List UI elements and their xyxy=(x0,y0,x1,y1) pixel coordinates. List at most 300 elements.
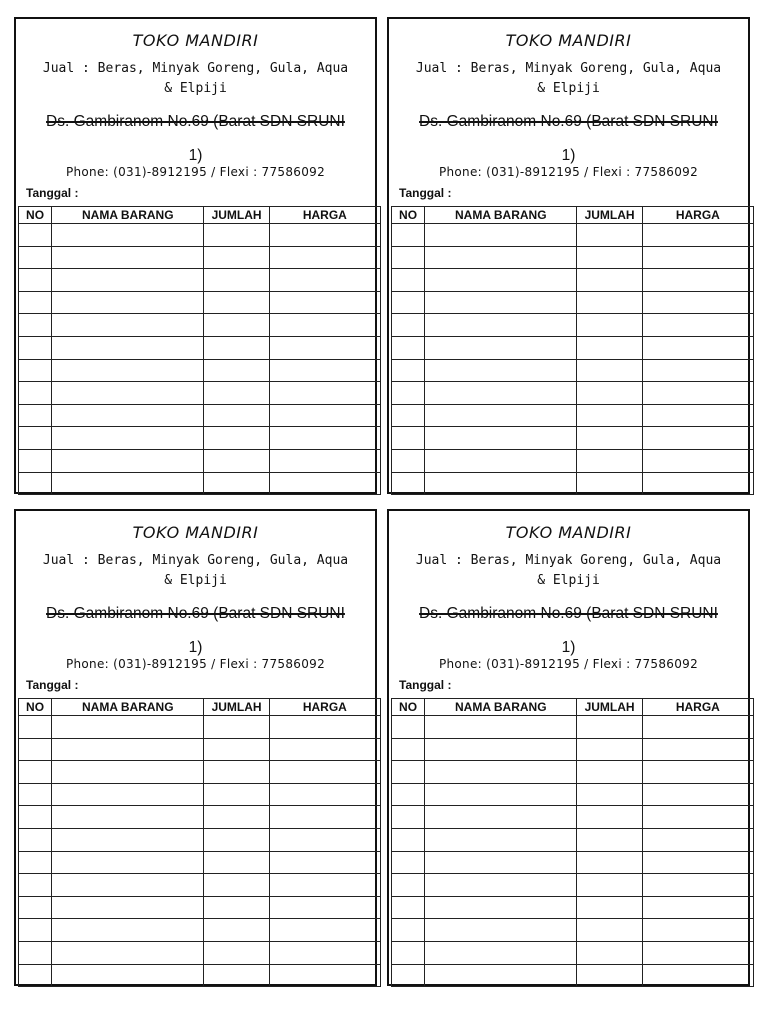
shop-address xyxy=(16,105,375,173)
cell-item-name xyxy=(52,738,204,761)
cell-no xyxy=(392,449,425,472)
column-header-item-name: NAMA BARANG xyxy=(425,207,577,224)
table-row xyxy=(392,919,754,942)
cell-item-name xyxy=(425,427,577,450)
cell-no xyxy=(392,919,425,942)
shop-address-suffix: 1) xyxy=(561,147,576,164)
table-row xyxy=(19,336,381,359)
cell-quantity xyxy=(577,404,642,427)
shop-address xyxy=(16,597,375,665)
cell-price xyxy=(642,291,753,314)
cell-no xyxy=(19,314,52,337)
cell-price xyxy=(269,783,380,806)
cell-no xyxy=(19,964,52,987)
cell-item-name xyxy=(425,716,577,739)
cell-price xyxy=(642,427,753,450)
table-row xyxy=(392,874,754,897)
cell-item-name xyxy=(425,896,577,919)
cell-no xyxy=(19,224,52,247)
column-header-quantity: JUMLAH xyxy=(204,207,269,224)
cell-no xyxy=(19,382,52,405)
table-row xyxy=(392,761,754,784)
date-label: Tanggal : xyxy=(399,186,452,200)
cell-quantity xyxy=(204,224,269,247)
shop-name: TOKO MANDIRI xyxy=(132,31,259,50)
column-header-item-name: NAMA BARANG xyxy=(52,207,204,224)
shop-address-strikethrough: Ds. Gambiranom No.69 (Barat SDN SRUNI xyxy=(419,113,718,130)
cell-no xyxy=(19,828,52,851)
shop-phone: Phone: (031)-8912195 / Flexi : 77586092 xyxy=(438,165,699,179)
cell-item-name xyxy=(52,359,204,382)
column-header-no: NO xyxy=(392,699,425,716)
table-row xyxy=(19,964,381,987)
cell-no xyxy=(19,246,52,269)
cell-no xyxy=(392,941,425,964)
table-row xyxy=(19,314,381,337)
table-row xyxy=(392,314,754,337)
receipt-card-top-left xyxy=(14,17,377,494)
cell-price xyxy=(642,761,753,784)
shop-address-suffix: 1) xyxy=(561,639,576,656)
cell-price xyxy=(642,783,753,806)
table-row xyxy=(19,246,381,269)
cell-price xyxy=(269,449,380,472)
cell-no xyxy=(19,806,52,829)
cell-price xyxy=(269,427,380,450)
cell-item-name xyxy=(52,269,204,292)
cell-no xyxy=(392,738,425,761)
table-row xyxy=(392,738,754,761)
cell-price xyxy=(269,851,380,874)
cell-no xyxy=(19,851,52,874)
cell-no xyxy=(19,941,52,964)
cell-no xyxy=(392,336,425,359)
cell-quantity xyxy=(204,314,269,337)
cell-no xyxy=(19,449,52,472)
cell-no xyxy=(392,472,425,495)
cell-quantity xyxy=(204,382,269,405)
cell-price xyxy=(642,874,753,897)
shop-name: TOKO MANDIRI xyxy=(505,31,632,50)
table-row xyxy=(392,382,754,405)
cell-quantity xyxy=(204,269,269,292)
cell-item-name xyxy=(425,874,577,897)
cell-item-name xyxy=(52,716,204,739)
table-row xyxy=(392,896,754,919)
cell-item-name xyxy=(52,896,204,919)
cell-price xyxy=(269,761,380,784)
cell-item-name xyxy=(52,404,204,427)
cell-quantity xyxy=(204,738,269,761)
cell-quantity xyxy=(204,404,269,427)
cell-item-name xyxy=(425,291,577,314)
cell-price xyxy=(269,382,380,405)
cell-price xyxy=(642,919,753,942)
cell-quantity xyxy=(204,941,269,964)
cell-price xyxy=(642,382,753,405)
cell-price xyxy=(269,314,380,337)
cell-no xyxy=(19,716,52,739)
cell-item-name xyxy=(52,449,204,472)
cell-quantity xyxy=(204,359,269,382)
cell-price xyxy=(642,896,753,919)
cell-item-name xyxy=(52,783,204,806)
cell-quantity xyxy=(204,783,269,806)
cell-price xyxy=(642,828,753,851)
cell-quantity xyxy=(204,472,269,495)
table-row xyxy=(392,246,754,269)
cell-price xyxy=(269,716,380,739)
cell-item-name xyxy=(52,964,204,987)
shop-products: Jual : Beras, Minyak Goreng, Gula, Aqua & Elpiji xyxy=(42,61,349,96)
cell-price xyxy=(642,716,753,739)
table-row xyxy=(392,404,754,427)
table-row xyxy=(392,828,754,851)
cell-price xyxy=(269,472,380,495)
cell-quantity xyxy=(577,874,642,897)
table-row xyxy=(392,806,754,829)
table-row xyxy=(19,291,381,314)
cell-price xyxy=(269,941,380,964)
column-header-item-name: NAMA BARANG xyxy=(425,699,577,716)
cell-item-name xyxy=(425,472,577,495)
cell-price xyxy=(269,359,380,382)
shop-address-suffix: 1) xyxy=(188,639,203,656)
cell-item-name xyxy=(52,427,204,450)
cell-quantity xyxy=(204,761,269,784)
cell-item-name xyxy=(52,472,204,495)
cell-item-name xyxy=(425,404,577,427)
cell-item-name xyxy=(425,738,577,761)
cell-no xyxy=(392,964,425,987)
table-row xyxy=(19,828,381,851)
table-row xyxy=(19,404,381,427)
cell-item-name xyxy=(425,336,577,359)
cell-quantity xyxy=(204,896,269,919)
cell-price xyxy=(642,269,753,292)
table-row xyxy=(392,851,754,874)
cell-item-name xyxy=(425,851,577,874)
table-row xyxy=(19,806,381,829)
cell-price xyxy=(642,851,753,874)
cell-quantity xyxy=(577,336,642,359)
cell-item-name xyxy=(425,359,577,382)
shop-address-strikethrough: Ds. Gambiranom No.69 (Barat SDN SRUNI xyxy=(46,605,345,622)
table-header-row xyxy=(19,207,381,224)
table-row xyxy=(19,738,381,761)
cell-no xyxy=(19,291,52,314)
table-row xyxy=(19,919,381,942)
table-row xyxy=(19,359,381,382)
cell-item-name xyxy=(52,761,204,784)
cell-no xyxy=(19,427,52,450)
items-table xyxy=(18,698,381,987)
cell-item-name xyxy=(52,382,204,405)
shop-phone: Phone: (031)-8912195 / Flexi : 77586092 xyxy=(438,657,699,671)
shop-name: TOKO MANDIRI xyxy=(132,523,259,542)
column-header-price: HARGA xyxy=(642,699,753,716)
cell-quantity xyxy=(577,738,642,761)
items-table xyxy=(391,206,754,495)
cell-item-name xyxy=(425,449,577,472)
cell-price xyxy=(269,828,380,851)
cell-item-name xyxy=(425,246,577,269)
shop-phone: Phone: (031)-8912195 / Flexi : 77586092 xyxy=(65,165,326,179)
cell-no xyxy=(19,472,52,495)
table-body xyxy=(392,224,754,495)
cell-no xyxy=(392,783,425,806)
cell-quantity xyxy=(577,291,642,314)
table-row xyxy=(19,427,381,450)
column-header-quantity: JUMLAH xyxy=(204,699,269,716)
cell-quantity xyxy=(204,427,269,450)
cell-no xyxy=(392,896,425,919)
cell-no xyxy=(19,896,52,919)
cell-quantity xyxy=(204,291,269,314)
cell-price xyxy=(642,964,753,987)
cell-quantity xyxy=(577,964,642,987)
cell-no xyxy=(19,783,52,806)
cell-quantity xyxy=(204,716,269,739)
items-table xyxy=(18,206,381,495)
cell-item-name xyxy=(52,336,204,359)
cell-quantity xyxy=(204,919,269,942)
cell-no xyxy=(392,382,425,405)
cell-no xyxy=(392,291,425,314)
cell-price xyxy=(642,738,753,761)
table-row xyxy=(392,716,754,739)
table-header-row xyxy=(19,699,381,716)
cell-item-name xyxy=(425,224,577,247)
table-row xyxy=(19,941,381,964)
cell-quantity xyxy=(577,941,642,964)
table-header-row xyxy=(392,699,754,716)
shop-name: TOKO MANDIRI xyxy=(505,523,632,542)
table-body xyxy=(19,716,381,987)
column-header-quantity: JUMLAH xyxy=(577,207,642,224)
cell-quantity xyxy=(577,919,642,942)
cell-quantity xyxy=(577,783,642,806)
table-row xyxy=(19,472,381,495)
table-body xyxy=(19,224,381,495)
table-row xyxy=(19,269,381,292)
shop-phone: Phone: (031)-8912195 / Flexi : 77586092 xyxy=(65,657,326,671)
cell-no xyxy=(392,269,425,292)
cell-quantity xyxy=(577,806,642,829)
cell-item-name xyxy=(52,874,204,897)
cell-no xyxy=(392,427,425,450)
cell-quantity xyxy=(204,828,269,851)
cell-price xyxy=(642,336,753,359)
cell-quantity xyxy=(577,269,642,292)
cell-no xyxy=(19,359,52,382)
cell-no xyxy=(392,314,425,337)
cell-quantity xyxy=(577,246,642,269)
cell-price xyxy=(269,919,380,942)
cell-item-name xyxy=(425,941,577,964)
date-label: Tanggal : xyxy=(26,186,79,200)
table-row xyxy=(392,359,754,382)
shop-products: Jual : Beras, Minyak Goreng, Gula, Aqua & Elpiji xyxy=(415,61,722,96)
table-row xyxy=(19,874,381,897)
column-header-price: HARGA xyxy=(642,207,753,224)
cell-no xyxy=(19,336,52,359)
shop-products: Jual : Beras, Minyak Goreng, Gula, Aqua & Elpiji xyxy=(415,553,722,588)
date-label: Tanggal : xyxy=(399,678,452,692)
column-header-price: HARGA xyxy=(269,207,380,224)
cell-no xyxy=(19,919,52,942)
column-header-quantity: JUMLAH xyxy=(577,699,642,716)
column-header-item-name: NAMA BARANG xyxy=(52,699,204,716)
cell-price xyxy=(269,964,380,987)
cell-item-name xyxy=(425,919,577,942)
cell-no xyxy=(392,359,425,382)
cell-no xyxy=(392,806,425,829)
items-table xyxy=(391,698,754,987)
column-header-no: NO xyxy=(392,207,425,224)
cell-item-name xyxy=(52,291,204,314)
cell-no xyxy=(19,761,52,784)
table-row xyxy=(392,224,754,247)
cell-no xyxy=(19,404,52,427)
cell-quantity xyxy=(577,314,642,337)
cell-quantity xyxy=(577,449,642,472)
cell-quantity xyxy=(577,896,642,919)
cell-price xyxy=(642,314,753,337)
receipt-card-bottom-left xyxy=(14,509,377,986)
shop-address-suffix: 1) xyxy=(188,147,203,164)
cell-quantity xyxy=(204,964,269,987)
cell-quantity xyxy=(577,472,642,495)
table-row xyxy=(392,427,754,450)
cell-quantity xyxy=(204,851,269,874)
cell-no xyxy=(19,269,52,292)
cell-price xyxy=(269,738,380,761)
table-row xyxy=(19,761,381,784)
cell-price xyxy=(269,224,380,247)
cell-price xyxy=(642,449,753,472)
table-row xyxy=(19,851,381,874)
table-row xyxy=(19,224,381,247)
cell-no xyxy=(19,874,52,897)
column-header-price: HARGA xyxy=(269,699,380,716)
cell-item-name xyxy=(52,941,204,964)
cell-quantity xyxy=(577,427,642,450)
cell-no xyxy=(392,761,425,784)
table-row xyxy=(392,269,754,292)
table-row xyxy=(392,449,754,472)
receipt-card-top-right xyxy=(387,17,750,494)
cell-price xyxy=(269,896,380,919)
cell-price xyxy=(269,806,380,829)
column-header-no: NO xyxy=(19,207,52,224)
cell-no xyxy=(392,716,425,739)
cell-no xyxy=(392,246,425,269)
cell-item-name xyxy=(52,246,204,269)
cell-item-name xyxy=(425,761,577,784)
table-row xyxy=(392,941,754,964)
table-body xyxy=(392,716,754,987)
table-row xyxy=(19,896,381,919)
cell-no xyxy=(392,851,425,874)
shop-address xyxy=(389,105,748,173)
cell-item-name xyxy=(52,224,204,247)
cell-quantity xyxy=(204,246,269,269)
cell-price xyxy=(269,874,380,897)
cell-item-name xyxy=(425,964,577,987)
cell-quantity xyxy=(577,761,642,784)
cell-quantity xyxy=(577,382,642,405)
cell-quantity xyxy=(577,359,642,382)
shop-address xyxy=(389,597,748,665)
table-row xyxy=(19,716,381,739)
date-label: Tanggal : xyxy=(26,678,79,692)
cell-quantity xyxy=(204,874,269,897)
table-row xyxy=(392,783,754,806)
cell-price xyxy=(642,472,753,495)
cell-no xyxy=(19,738,52,761)
table-row xyxy=(392,336,754,359)
cell-price xyxy=(269,246,380,269)
table-row xyxy=(19,783,381,806)
receipt-card-bottom-right xyxy=(387,509,750,986)
cell-price xyxy=(269,404,380,427)
cell-price xyxy=(269,336,380,359)
cell-item-name xyxy=(425,314,577,337)
cell-no xyxy=(392,828,425,851)
cell-price xyxy=(642,941,753,964)
cell-quantity xyxy=(577,851,642,874)
cell-quantity xyxy=(577,716,642,739)
column-header-no: NO xyxy=(19,699,52,716)
cell-quantity xyxy=(204,806,269,829)
shop-address-strikethrough: Ds. Gambiranom No.69 (Barat SDN SRUNI xyxy=(46,113,345,130)
cell-price xyxy=(269,269,380,292)
cell-item-name xyxy=(425,828,577,851)
table-header-row xyxy=(392,207,754,224)
cell-price xyxy=(642,404,753,427)
cell-no xyxy=(392,404,425,427)
cell-item-name xyxy=(52,828,204,851)
shop-products: Jual : Beras, Minyak Goreng, Gula, Aqua & Elpiji xyxy=(42,553,349,588)
cell-item-name xyxy=(425,783,577,806)
cell-price xyxy=(642,806,753,829)
cell-item-name xyxy=(425,806,577,829)
table-row xyxy=(19,449,381,472)
cell-quantity xyxy=(204,449,269,472)
cell-no xyxy=(392,224,425,247)
cell-item-name xyxy=(425,269,577,292)
cell-price xyxy=(642,246,753,269)
cell-item-name xyxy=(425,382,577,405)
cell-price xyxy=(642,359,753,382)
cell-quantity xyxy=(577,224,642,247)
table-row xyxy=(392,291,754,314)
table-row xyxy=(19,382,381,405)
cell-price xyxy=(642,224,753,247)
cell-item-name xyxy=(52,919,204,942)
shop-address-strikethrough: Ds. Gambiranom No.69 (Barat SDN SRUNI xyxy=(419,605,718,622)
cell-no xyxy=(392,874,425,897)
cell-item-name xyxy=(52,851,204,874)
cell-item-name xyxy=(52,314,204,337)
cell-price xyxy=(269,291,380,314)
cell-quantity xyxy=(577,828,642,851)
table-row xyxy=(392,964,754,987)
table-row xyxy=(392,472,754,495)
cell-quantity xyxy=(204,336,269,359)
cell-item-name xyxy=(52,806,204,829)
